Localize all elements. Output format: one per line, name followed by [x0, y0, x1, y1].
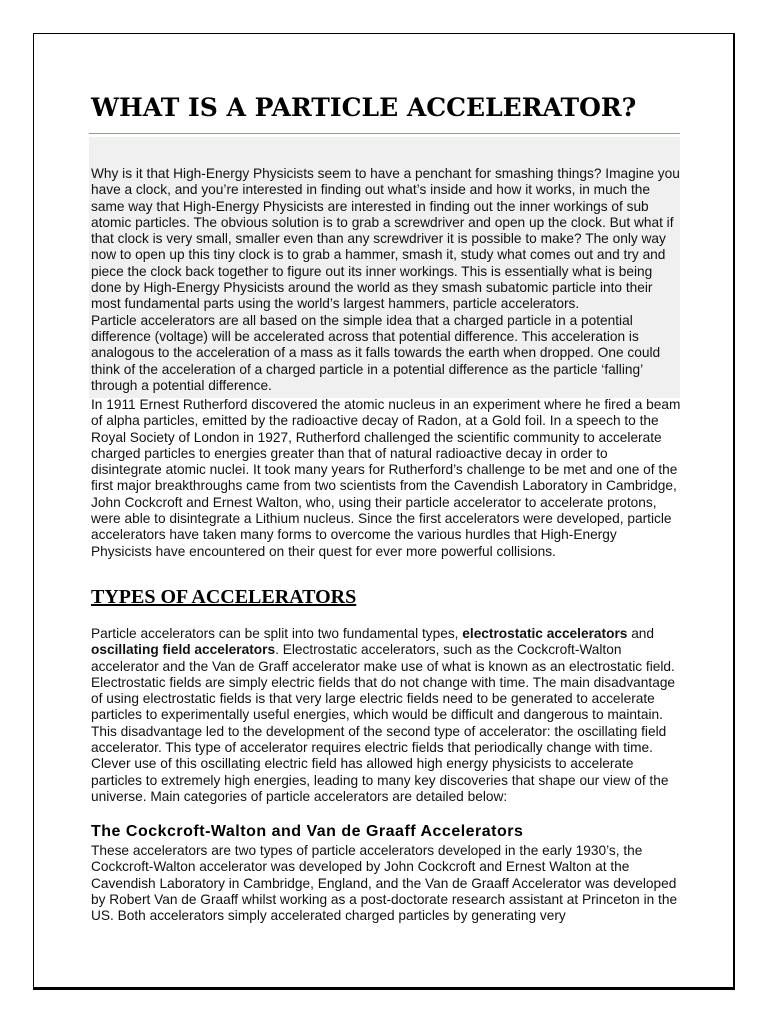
page-title: WHAT IS A PARTICLE ACCELERATOR? [91, 93, 637, 122]
types-text-part-3: . Electrostatic accelerators, such as the Cockcroft-Walton accelerator and the Van de Graff accelerator make use of what is known as an electrostatic field. Electrostatic fields are simply electric fields that do not change with time. The main disadvantage of using electrostatic fields is that very large electric fields need to be generated to accelerate particles to experimentally useful energies, which would be difficult and dangerous to maintain. This disadvantage led to the development of the second type of accelerator: the oscillating field accelerator. This type of accelerator requires electric fields that periodically change with time. Clever use of this oscillating electric field has allowed high energy physicists to accelerate particles to extremely high energies, leading to many key discoveries that shape our view of the universe. Main categories of particle accelerators are detailed below: [91, 642, 676, 804]
title-underline-rule [89, 133, 680, 134]
types-text-part-1: Particle accelerators can be split into two fundamental types, [91, 626, 463, 641]
intro-paragraph-potential-difference: Particle accelerators are all based on the simple idea that a charged particle in a potential difference (voltage) will be accelerated across that potential difference. This acceleration is analogous to the acceleration of a mass as it falls towards the earth when dropped. One could think of the acceleration of a charged particle in a potential difference as the particle ‘falling’ through a potential difference. [91, 312, 661, 393]
history-paragraph: In 1911 Ernest Rutherford discovered the atomic nucleus in an experiment where he fired a beam of alpha particles, emitted by the radioactive decay of Radon, at a Gold foil. In a speech to the Royal Society of London in 1927, Rutherford challenged the scientific community to accelerate charged particles to energies greater than that of natural radioactive decay in order to disintegrate atomic nuclei. It took many years for Rutherford’s challenge to be met and one of the first major breakthroughs came from two scientists from the Cavendish Laboratory in Cambridge, John Cockcroft and Ernest Walton, who, using their particle accelerator to accelerate protons, were able to disintegrate a Lithium nucleus. Since the first accelerators were developed, particle accelerators have taken many forms to overcome the various hurdles that High-Energy Physicists have encountered on their quest for ever more powerful collisions. [91, 397, 681, 559]
intro-section [91, 166, 681, 394]
intro-paragraph-smashing: Why is it that High-Energy Physicists seem to have a penchant for smashing things? Imagine you have a clock, and you’re interested in finding out what’s inside and how it works, in much the same way that High-Energy Physicists are interested in finding out the inner workings of sub atomic particles. The obvious solution is to grab a screwdriver and open up the clock. But what if that clock is very small, smaller even than any screwdriver it is possible to make? The only way now to open up this tiny clock is to grab a hammer, smash it, study what comes out and try and piece the clock back together to figure out its inner workings. This is essentially what is being done by High-Energy Physicists around the world as they smash subatomic particle into their most fundamental parts using the world’s largest hammers, particle accelerators. [91, 166, 680, 312]
cockcroft-walton-heading: The Cockcroft-Walton and Van de Graaff Accelerators [91, 823, 524, 840]
cockcroft-walton-section [91, 843, 681, 924]
types-paragraph [91, 626, 681, 805]
types-text-part-2: and [627, 626, 655, 641]
types-section [91, 626, 681, 805]
cockcroft-walton-paragraph: These accelerators are two types of particle accelerators developed in the early 1930’s, the Cockcroft-Walton accelerator was developed by John Cockcroft and Ernest Walton at the Cavendish Laboratory in Cambridge, England, and the Van de Graaff Accelerator was developed by Robert Van de Graaff whilst working as a post-doctorate research assistant at Princeton in the US. Both accelerators simply accelerated charged particles by generating very [91, 843, 678, 924]
types-of-accelerators-heading: TYPES OF ACCELERATORS [91, 586, 357, 608]
electrostatic-accelerators-term: electrostatic accelerators [462, 626, 628, 641]
oscillating-field-accelerators-term: oscillating field accelerators [91, 642, 276, 658]
history-section [91, 397, 681, 560]
